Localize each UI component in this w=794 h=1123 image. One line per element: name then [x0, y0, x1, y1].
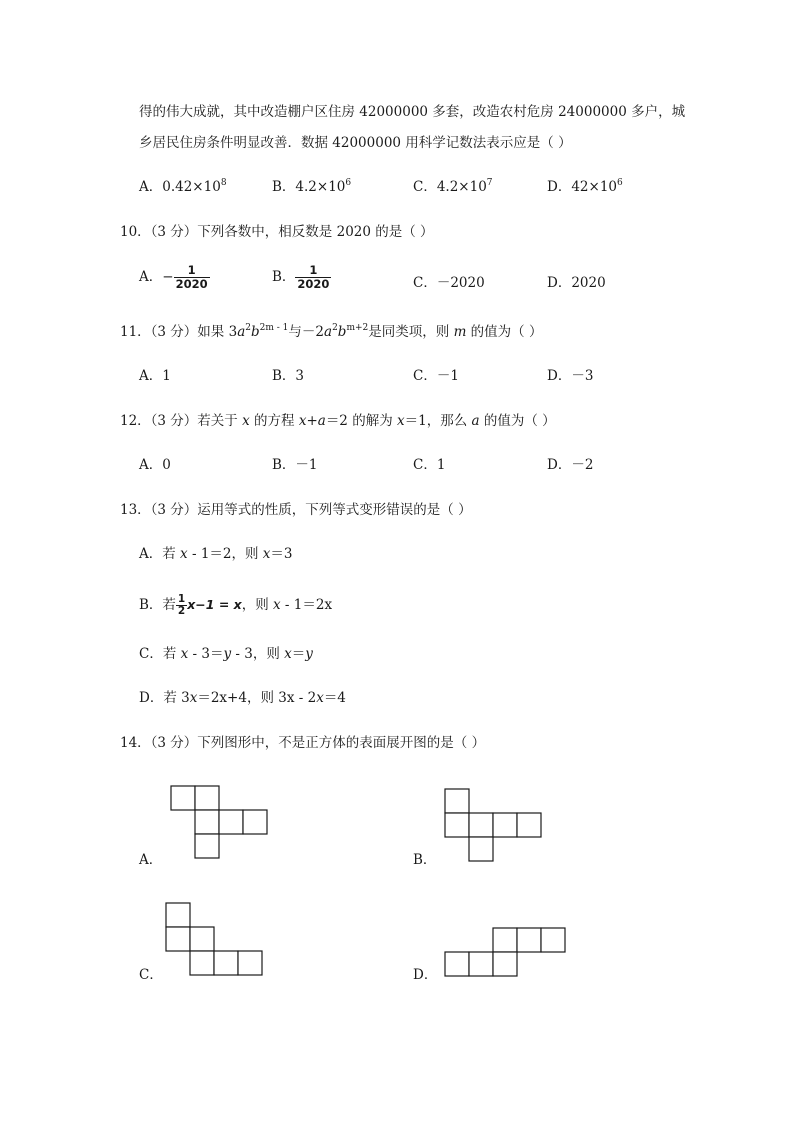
question-14-option-a-label: A．: [139, 852, 163, 868]
exponent: 8: [220, 178, 227, 188]
question-13-option-c: C．若 x - 3＝y - 3，则 x＝y: [139, 646, 313, 662]
question-14-stem: 14．（3 分）下列图形中，不是正方体的表面展开图的是（ ）: [120, 735, 486, 751]
question-9-option-c: C．$4.2\times 10^7$: [413, 178, 493, 195]
question-14-option-b-label: B．: [413, 852, 437, 868]
question-12-stem: 12．（3 分）若关于 x 的方程 x+a＝2 的解为 x＝1，那么 a 的值为（ ）: [120, 413, 556, 429]
question-11-option-d: D．－3: [547, 368, 594, 384]
question-10-option-d: D．2020: [547, 275, 606, 291]
fraction: $\frac{1}{2020}$: [175, 263, 208, 291]
question-14-option-c-label: C．: [139, 967, 163, 983]
question-10-option-a: A．− $\frac{1}{2020}$: [139, 263, 208, 291]
question-11-option-a: A．1: [139, 368, 171, 384]
question-9-option-d: D．$42\times 10^6$: [547, 178, 623, 195]
question-10-option-b: B． $\frac{1}{2020}$: [272, 263, 330, 291]
cube-net-a: [170, 785, 270, 860]
question-13-stem: 13．（3 分）运用等式的性质，下列等式变形错误的是（ ）: [120, 502, 472, 518]
fraction: $\frac{1}{2020}$: [297, 263, 330, 291]
question-12-option-a: A．0: [139, 457, 171, 473]
question-11-stem: 11．（3 分）如果 $3a^2b^{2m - 1}$与$-2a^2b^{m+2}$是同类项，则 m 的值为（ ）: [120, 323, 543, 340]
question-10-stem: 10．（3 分）下列各数中，相反数是 2020 的是（ ）: [120, 224, 434, 240]
question-9-option-a: A．$0.42\times 10^8$: [139, 178, 227, 195]
exponent: 6: [617, 178, 623, 188]
question-12-option-c: C．1: [413, 457, 446, 473]
cube-net-d: [444, 927, 569, 979]
question-13-option-a: A．若 x - 1＝2，则 x＝3: [139, 546, 293, 562]
question-11-option-c: C．－1: [413, 368, 459, 384]
question-14-option-d-label: D．: [413, 967, 438, 983]
cube-net-c: [165, 902, 265, 977]
question-13-option-d: D．若 3x＝2x+4，则 3x - 2x＝4: [139, 690, 346, 706]
question-11-option-b: B．3: [272, 368, 305, 384]
question-9-text-line-2: 乡居民住房条件明显改善．数据 42000000 用科学记数法表示应是（ ）: [139, 135, 572, 151]
question-9-text-line-1: 得的伟大成就，其中改造棚户区住房 42000000 多套，改造农村危房 24000000 多户，城: [139, 104, 686, 120]
question-9-option-b: B．$4.2\times 10^6$: [272, 178, 352, 195]
question-12-option-b: B．－1: [272, 457, 318, 473]
exponent: 7: [486, 178, 493, 188]
question-10-option-c: C．－2020: [413, 275, 485, 291]
question-13-option-b: B．若 $\frac{1}{2}$ x−1 = x，则 x - 1＝2x: [139, 593, 333, 617]
exponent: 6: [345, 178, 352, 188]
fraction: $\frac{1}{2}$: [177, 593, 186, 617]
cube-net-b: [444, 788, 544, 863]
question-12-option-d: D．－2: [547, 457, 594, 473]
